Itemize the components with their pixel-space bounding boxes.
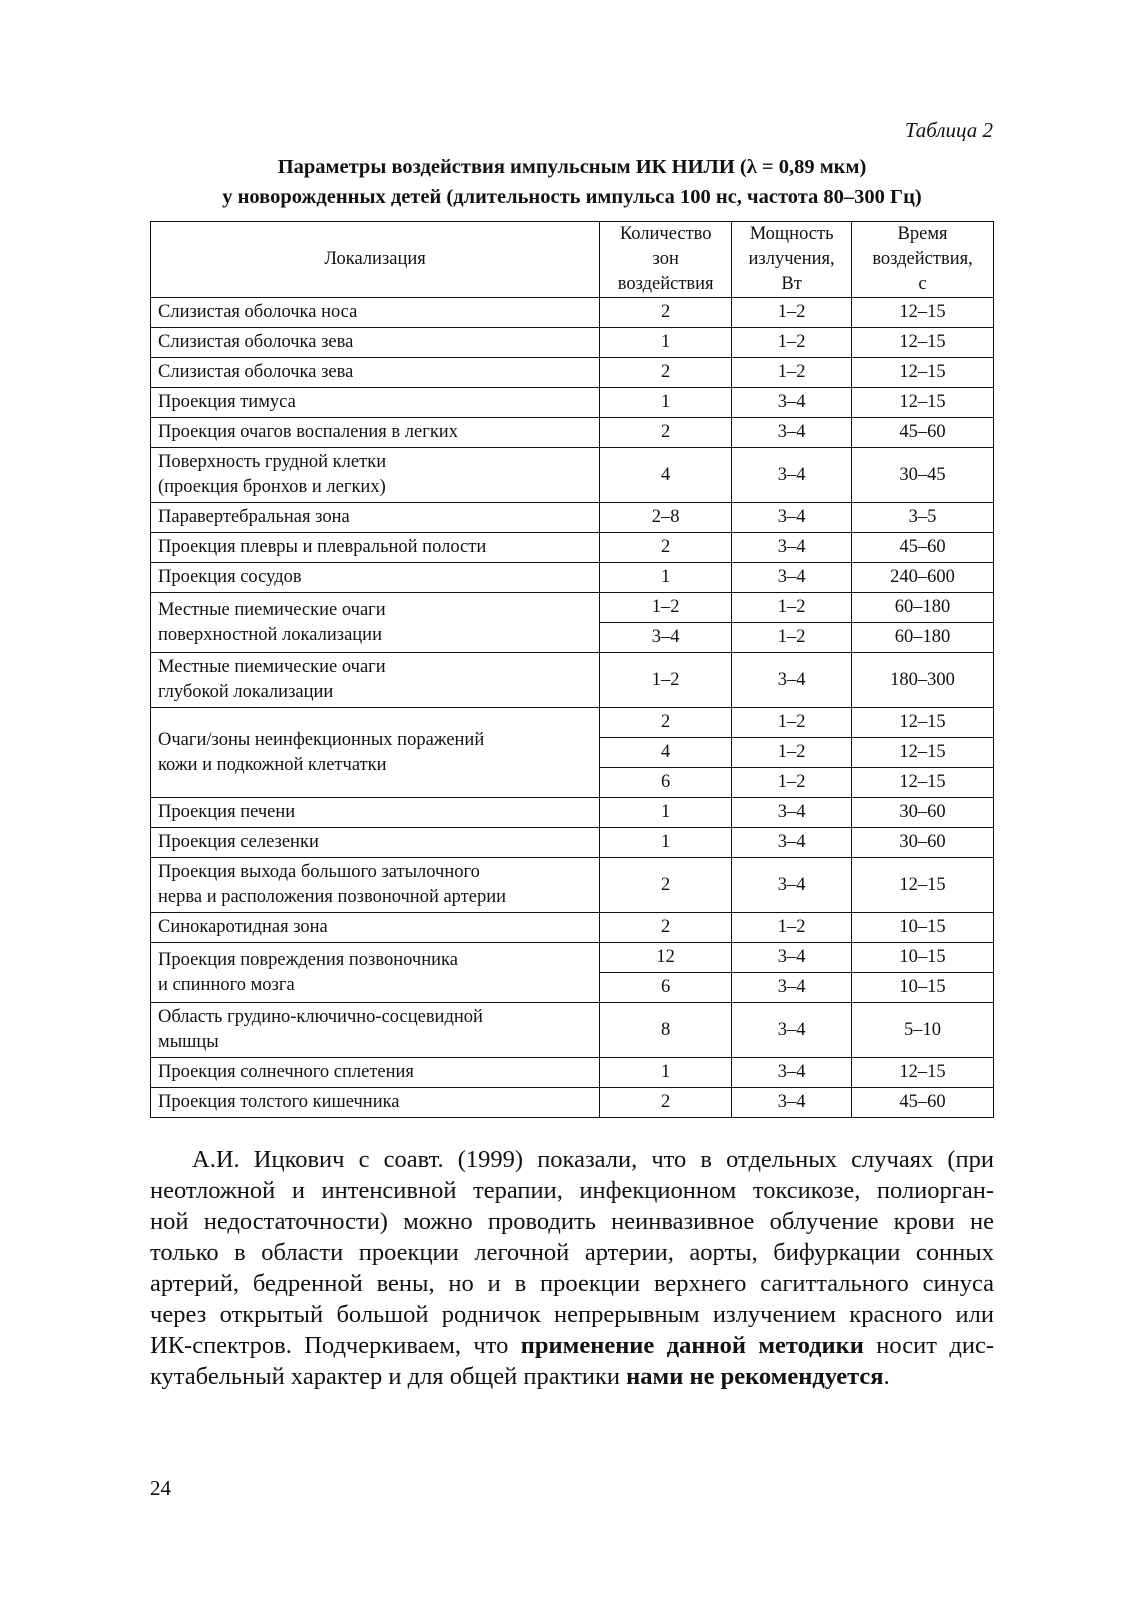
cell-zones: 1	[600, 328, 732, 358]
cell-localization: Поверхность грудной клетки (проекция бронхов и легких)	[151, 448, 600, 503]
paragraph-line: артерий, бедренной вены, но и в проекции верхнего сагиттального синуса	[150, 1270, 994, 1297]
table-row	[151, 533, 994, 563]
cell-localization: Слизистая оболочка носа	[151, 298, 600, 328]
table-row	[151, 593, 994, 623]
cell-localization: Проекция тимуса	[151, 388, 600, 418]
cell-zones: 1	[600, 1058, 732, 1088]
table-row	[151, 1058, 994, 1088]
cell-localization: Область грудино-ключично-сосцевидной мышцы	[151, 1003, 600, 1058]
cell-localization: Проекция очагов воспаления в легких	[151, 418, 600, 448]
cell-time: 12–15	[852, 738, 994, 768]
cell-power: 3–4	[732, 858, 852, 913]
table-row	[151, 828, 994, 858]
cell-power: 1–2	[732, 328, 852, 358]
cell-zones: 2	[600, 533, 732, 563]
table-row	[151, 298, 994, 328]
cell-localization: Проекция селезенки	[151, 828, 600, 858]
page-number: 24	[150, 1476, 171, 1500]
table-row	[151, 448, 994, 503]
cell-power: 3–4	[732, 798, 852, 828]
cell-localization: Проекция толстого кишечника	[151, 1088, 600, 1118]
header-time: Время воздействия, с	[852, 222, 994, 298]
cell-power: 1–2	[732, 358, 852, 388]
cell-zones: 2	[600, 708, 732, 738]
cell-time: 30–60	[852, 828, 994, 858]
cell-zones: 12	[600, 943, 732, 973]
table-row	[151, 418, 994, 448]
cell-power: 3–4	[732, 418, 852, 448]
cell-localization: Паравертебральная зона	[151, 503, 600, 533]
cell-time: 45–60	[852, 533, 994, 563]
cell-zones: 2	[600, 358, 732, 388]
cell-power: 1–2	[732, 768, 852, 798]
cell-power: 3–4	[732, 1058, 852, 1088]
cell-time: 180–300	[852, 653, 994, 708]
cell-time: 5–10	[852, 1003, 994, 1058]
cell-zones: 2	[600, 1088, 732, 1118]
parameters-table	[150, 221, 994, 1118]
table-header-row	[151, 222, 994, 298]
cell-time: 12–15	[852, 708, 994, 738]
cell-power: 1–2	[732, 593, 852, 623]
cell-zones: 1–2	[600, 593, 732, 623]
header-zones: Количество зон воздействия	[600, 222, 732, 298]
cell-zones: 2	[600, 858, 732, 913]
cell-time: 60–180	[852, 593, 994, 623]
cell-power: 3–4	[732, 1003, 852, 1058]
cell-zones: 2	[600, 298, 732, 328]
bold-emphasis: нами не рекомендуется	[626, 1363, 884, 1390]
table-title	[150, 152, 994, 212]
cell-zones: 8	[600, 1003, 732, 1058]
cell-localization: Проекция плевры и плевральной полости	[151, 533, 600, 563]
table-row	[151, 328, 994, 358]
cell-zones: 1	[600, 798, 732, 828]
cell-zones: 1–2	[600, 653, 732, 708]
header-localization: Локализация	[151, 222, 600, 298]
table-row	[151, 913, 994, 943]
body-paragraph	[150, 1144, 994, 1392]
cell-zones: 3–4	[600, 623, 732, 653]
cell-time: 60–180	[852, 623, 994, 653]
cell-power: 1–2	[732, 738, 852, 768]
cell-power: 3–4	[732, 533, 852, 563]
header-power: Мощность излучения, Вт	[732, 222, 852, 298]
cell-power: 1–2	[732, 298, 852, 328]
cell-power: 1–2	[732, 708, 852, 738]
cell-time: 12–15	[852, 768, 994, 798]
paragraph-line: только в области проекции легочной артерии, аорты, бифуркации сонных	[150, 1239, 994, 1266]
table-title-line: Параметры воздействия импульсным ИК НИЛИ (λ = 0,89 мкм)	[277, 156, 867, 178]
cell-localization: Слизистая оболочка зева	[151, 358, 600, 388]
paragraph-line: через открытый большой родничок непрерывным излучением красного или	[150, 1301, 994, 1328]
cell-time: 30–45	[852, 448, 994, 503]
cell-power: 1–2	[732, 623, 852, 653]
table-row	[151, 388, 994, 418]
cell-localization: Местные пиемические очаги поверхностной локализации	[151, 593, 600, 653]
paragraph-line: неотложной и интенсивной терапии, инфекционном токсикозе, полиорган-	[150, 1177, 994, 1204]
table-row	[151, 798, 994, 828]
cell-localization: Проекция повреждения позвоночника и спинного мозга	[151, 943, 600, 1003]
cell-zones: 1	[600, 828, 732, 858]
bold-emphasis: применение данной методики	[520, 1332, 864, 1359]
cell-time: 12–15	[852, 1058, 994, 1088]
cell-power: 3–4	[732, 563, 852, 593]
table-row	[151, 1003, 994, 1058]
cell-zones: 1	[600, 388, 732, 418]
table-row	[151, 1088, 994, 1118]
cell-power: 3–4	[732, 1088, 852, 1118]
cell-time: 10–15	[852, 973, 994, 1003]
cell-localization: Синокаротидная зона	[151, 913, 600, 943]
table-title-line: у новорожденных детей (длительность импульса 100 нс, частота 80–300 Гц)	[222, 186, 922, 208]
cell-zones: 4	[600, 448, 732, 503]
table-row	[151, 708, 994, 738]
cell-zones: 2–8	[600, 503, 732, 533]
table-row	[151, 653, 994, 708]
cell-time: 12–15	[852, 328, 994, 358]
cell-time: 12–15	[852, 388, 994, 418]
cell-power: 3–4	[732, 448, 852, 503]
cell-zones: 2	[600, 913, 732, 943]
table-label: Таблица 2	[904, 118, 993, 142]
cell-time: 10–15	[852, 943, 994, 973]
paragraph-line: кутабельный характер и для общей практики нами не рекомендуется.	[150, 1363, 890, 1390]
cell-time: 12–15	[852, 858, 994, 913]
cell-power: 3–4	[732, 503, 852, 533]
paragraph-line: ной недостаточности) можно проводить неинвазивное облучение крови не	[150, 1208, 994, 1235]
cell-time: 45–60	[852, 418, 994, 448]
cell-zones: 6	[600, 768, 732, 798]
cell-time: 12–15	[852, 298, 994, 328]
cell-power: 3–4	[732, 828, 852, 858]
cell-time: 30–60	[852, 798, 994, 828]
cell-time: 45–60	[852, 1088, 994, 1118]
cell-power: 3–4	[732, 388, 852, 418]
cell-power: 1–2	[732, 913, 852, 943]
table-row	[151, 358, 994, 388]
cell-power: 3–4	[732, 943, 852, 973]
cell-localization: Местные пиемические очаги глубокой локализации	[151, 653, 600, 708]
cell-localization: Проекция солнечного сплетения	[151, 1058, 600, 1088]
cell-localization: Очаги/зоны неинфекционных поражений кожи и подкожной клетчатки	[151, 708, 600, 798]
paragraph-line: А.И. Ицкович с соавт. (1999) показали, что в отдельных случаях (при	[192, 1146, 994, 1173]
table-row	[151, 563, 994, 593]
cell-zones: 4	[600, 738, 732, 768]
cell-zones: 6	[600, 973, 732, 1003]
cell-power: 3–4	[732, 653, 852, 708]
table-row	[151, 943, 994, 973]
cell-time: 12–15	[852, 358, 994, 388]
cell-time: 10–15	[852, 913, 994, 943]
cell-time: 3–5	[852, 503, 994, 533]
cell-localization: Проекция печени	[151, 798, 600, 828]
cell-power: 3–4	[732, 973, 852, 1003]
table-row	[151, 858, 994, 913]
cell-zones: 2	[600, 418, 732, 448]
table-row	[151, 503, 994, 533]
cell-zones: 1	[600, 563, 732, 593]
cell-localization: Слизистая оболочка зева	[151, 328, 600, 358]
cell-localization: Проекция выхода большого затылочного нерва и расположения позвоночной артерии	[151, 858, 600, 913]
cell-time: 240–600	[852, 563, 994, 593]
paragraph-line: ИК-спектров. Подчеркиваем, что применение данной методики носит дис-	[150, 1332, 994, 1359]
cell-localization: Проекция сосудов	[151, 563, 600, 593]
